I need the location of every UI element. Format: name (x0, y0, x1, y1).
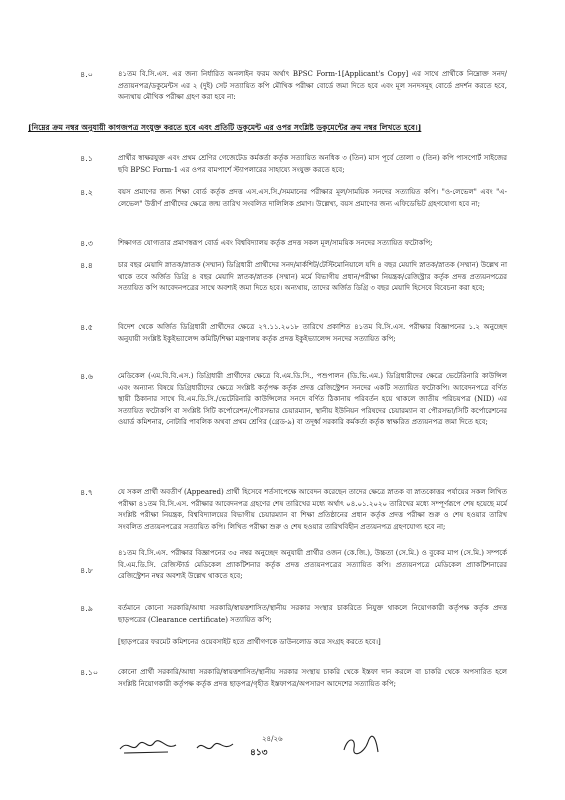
item-number: ৪.৫ (80, 323, 93, 332)
item-number: ৪.৮ (80, 566, 93, 575)
item-text: বিদেশ থেকে অর্জিত ডিগ্রিধারী প্রার্থীদের ক্ষেত্রে ২৭.১১.২০১৮ তারিখে প্রকাশিত ৪১তম বি.সি.এস. পরীক্ষার বিজ্ঞাপনের ১.২ অনুচ্ছেদ অনুযায়ী সংশ্লিষ্ট ইকুইভ্যালেন্স কমিটি/শিক্ষা মন্ত্রণালয় কর্তৃক প্রদত্ত ইকুইভ্যালেন্স সনদের সত্যায়িত কপি; (118, 323, 507, 343)
item-text: কোনো প্রার্থী সরকারি/আধা সরকারি/স্বায়ত্তশাসিত/স্থানীয় সরকার সংস্থায় চাকরি থেকে ইস্তফা দান করলে বা চাকরি থেকে অপসারিত হলে সংশ্লিষ্ট নিয়োগকারী কর্তৃপক্ষ কর্তৃক প্রদত্ত ছাড়পত্র/গৃহীত ইস্তফাপত্র/অপসারণ আদেশের সত্যায়িত কপি; (118, 668, 507, 688)
item-text: বয়স প্রমাণের জন্য শিক্ষা বোর্ড কর্তৃক প্রদত্ত এস.এস.সি./সমমানের পরীক্ষার মূল/সাময়িক সনদের সত্যায়িত কপি। "ও-লেভেল" এবং "এ-লেভেল" উত্তীর্ণ প্রার্থীদের ক্ষেত্রে জন্ম তারিখ সংবলিত দালিলিক প্রমাণ। উল্লেখ্য, বয়স প্রমাণের জন্য এফিডেভিট গ্রহণযোগ্য হবে না; (118, 188, 507, 208)
item-text: প্রার্থীর স্বাক্ষরযুক্ত এবং প্রথম শ্রেণির গেজেটেড কর্মকর্তা কর্তৃক সত্যায়িত অনধিক ৩ (তিন) মাস পূর্বে তোলা ৩ (তিন) কপি পাসপোর্ট সাইজের ছবি BPSC Form-1 এর ওপর বামপার্শে স্ট্যাপলারের সাহায্যে সংযুক্ত করতে হবে; (118, 154, 507, 174)
signature-mark (118, 735, 178, 757)
item-text: চার বছর মেয়াদি স্নাতক/স্নাতক (সম্মান) ডিগ্রিধারী প্রার্থীদের সনদ/মার্কশিট/টেস্টিমোনিয়ালে যদি ৪ বছর মেয়াদি স্নাতক/স্নাতক (সম্মান) উল্লেখ না থাকে তবে অর্জিত ডিগ্রি ৪ বছর মেয়াদি স্নাতক/স্নাতক (সম্মান) মর্মে বিভাগীয় প্রধান/পরীক্ষা নিয়ন্ত্রক/রেজিস্ট্রার কর্তৃক প্রদত্ত প্রত্যয়নপত্রের সত্যায়িত কপি আবেদনপত্রের সাথে অবশ্যই জমা দিতে হবে। অন্যথায়, তাদের অর্জিত ডিগ্রি ৩ বছর মেয়াদি হিসেবে বিবেচনা করা হবে; (118, 261, 507, 293)
instruction-heading: [নিম্নের ক্রম নম্বর অনুযায়ী কাগজপত্র সংযুক্ত করতে হবে এবং প্রতিটি ডকুমেন্ট এর ওপর সংশ্লিষ্ট ডকুমেন্টের ক্রম নম্বর লিখতে হবে।] (28, 123, 422, 132)
item-number: ৪.১ (80, 154, 93, 163)
item-number: ৪.৩ (80, 239, 93, 248)
item-number: ৪.৯ (80, 604, 93, 613)
item-text: শিক্ষাগত যোগ্যতার প্রমাণস্বরূপ বোর্ড এবং বিশ্ববিদ্যালয় কর্তৃক প্রদত্ত সকল মূল/সাময়িক সনদের সত্যায়িত ফটোকপি; (118, 239, 433, 247)
handwritten-date: ২৪/২৬ (262, 735, 283, 743)
item-number: ৪.৬ (80, 372, 93, 381)
item-note: [ছাড়পত্রের ফরমেট কমিশনের ওয়েবসাইট হতে প্রার্থীগণকে ডাউনলোড করে সংগ্রহ করতে হবে।] (118, 638, 381, 646)
item-text: মেডিকেল (এম.বি.বি.এস.) ডিগ্রিধারী প্রার্থীদের ক্ষেত্রে বি.এম.ডি.সি., পশুপালন (ডি.ভি.এম.) ডিগ্রিধারীদের ক্ষেত্রে ভেটেরিনারি কাউন্সিল এবং অন্যান্য বিষয়ে ডিগ্রিধারীদের ক্ষেত্রে সংশ্লিষ্ট কর্তৃপক্ষ কর্তৃক প্রদত্ত রেজিস্ট্রেশন সনদের একটি সত্যায়িত ফটোকপি। আবেদনপত্রে বর্ণিত স্থায়ী ঠিকানার সাথে বি.এম.ডি.সি./ভেটেরিনারি কাউন্সিলের সনদে বর্ণিত ঠিকানায় পরিবর্তন হয়ে থাকলে জাতীয় পরিচয়পত্র (NID) এর সত্যায়িত ফটোকপি বা সংশ্লিষ্ট সিটি কর্পোরেশন/পৌরসভার চেয়ারম্যান, স্থানীয় ইউনিয়ন পরিষদের চেয়ারম্যান বা পৌরসভা/সিটি কর্পোরেশনের ওয়ার্ড কমিশনার, নোটারি পাবলিক অথবা প্রথম শ্রেণির (গ্রেড-৯) বা তদূর্ধ্ব সরকারি কর্মকর্তা কর্তৃক স্বাক্ষরিত প্রত্যয়নপত্র জমা দিতে হবে; (118, 372, 507, 427)
item-number: ৪.১০ (80, 668, 99, 677)
item-text: যে সকল প্রার্থী অবতীর্ণ (Appeared) প্রার্থী হিসেবে শর্তসাপেক্ষে আবেদন করেছেন তাদের ক্ষেত্রে স্নাতক বা স্নাতকোত্তর পর্যায়ের সকল লিখিত পরীক্ষা ৪১তম বি.সি.এস. পরীক্ষার আবেদনপত্র গ্রহণের শেষ তারিখের মধ্যে অর্থাৎ ০৪.০১.২০২০ তারিখের মধ্যে সম্পূর্ণরূপে শেষ হয়েছে মর্মে সংশ্লিষ্ট পরীক্ষা নিয়ন্ত্রক, বিশ্ববিদ্যালয়ের বিভাগীয় চেয়ারম্যান বা শিক্ষা প্রতিষ্ঠানের প্রধান কর্তৃক প্রদত্ত পরীক্ষা শুরু ও শেষ হওয়ার তারিখ সংবলিত প্রত্যয়নপত্রের সত্যায়িত কপি। লিখিত পরীক্ষা শুরু ও শেষ হওয়ার তারিখবিহীন প্রত্যয়নপত্র গ্রহণযোগ্য হবে না; (118, 488, 507, 531)
signature-mark (340, 732, 380, 758)
item-text: বর্তমানে কোনো সরকারি/আধা সরকারি/স্বায়ত্তশাসিত/স্থানীয় সরকার সংস্থার চাকরিতে নিযুক্ত থাকলে নিয়োগকারী কর্তৃপক্ষ কর্তৃক প্রদত্ত ছাড়পত্রের (Clearance certificate) সত্যায়িত কপি; (118, 604, 507, 624)
item-text: ৪১তম বি.সি.এস. এর জন্য নির্ধারিত অনলাইন ফরম অর্থাৎ BPSC Form-1[Applicant's Copy] এর সাথে প্রার্থীকে নিম্নোক্ত সনদ/প্রত্যয়নপত্র/ডকুমেন্টস এর ২ (দুই) সেট সত্যায়িত কপি মৌখিক পরীক্ষা বোর্ডে জমা দিতে হবে এবং মূল সনদসমূহ বোর্ডে প্রদর্শন করতে হবে, অন্যথায় মৌখিক পরীক্ষা গ্রহণ করা হবে না: (118, 70, 507, 102)
page-number: ৪১৩ (250, 748, 268, 758)
signature-mark (195, 738, 235, 756)
item-text: ৪১তম বি.সি.এস. পরীক্ষার বিজ্ঞাপনের ৩৫ নম্বর অনুচ্ছেদ অনুযায়ী প্রার্থীর ওজন (কে.জি.), উচ্চতা (সে.মি.) ও বুকের মাপ (সে.মি.) সম্পর্কে বি.এম.ডি.সি. রেজিস্টার্ড মেডিকেল প্র্যাকটিশনার কর্তৃক প্রদত্ত প্রত্যয়নপত্রের সত্যায়িত কপি। প্রত্যয়নপত্রে মেডিকেল প্র্যাকটিশনারের রেজিস্ট্রেশন নম্বর অবশ্যই উল্লেখ থাকতে হবে; (118, 549, 507, 581)
item-number: ৪.২ (80, 188, 93, 197)
item-number: ৪.০ (80, 70, 93, 79)
item-number: ৪.৪ (80, 261, 93, 270)
item-number: ৪.৭ (80, 488, 93, 497)
